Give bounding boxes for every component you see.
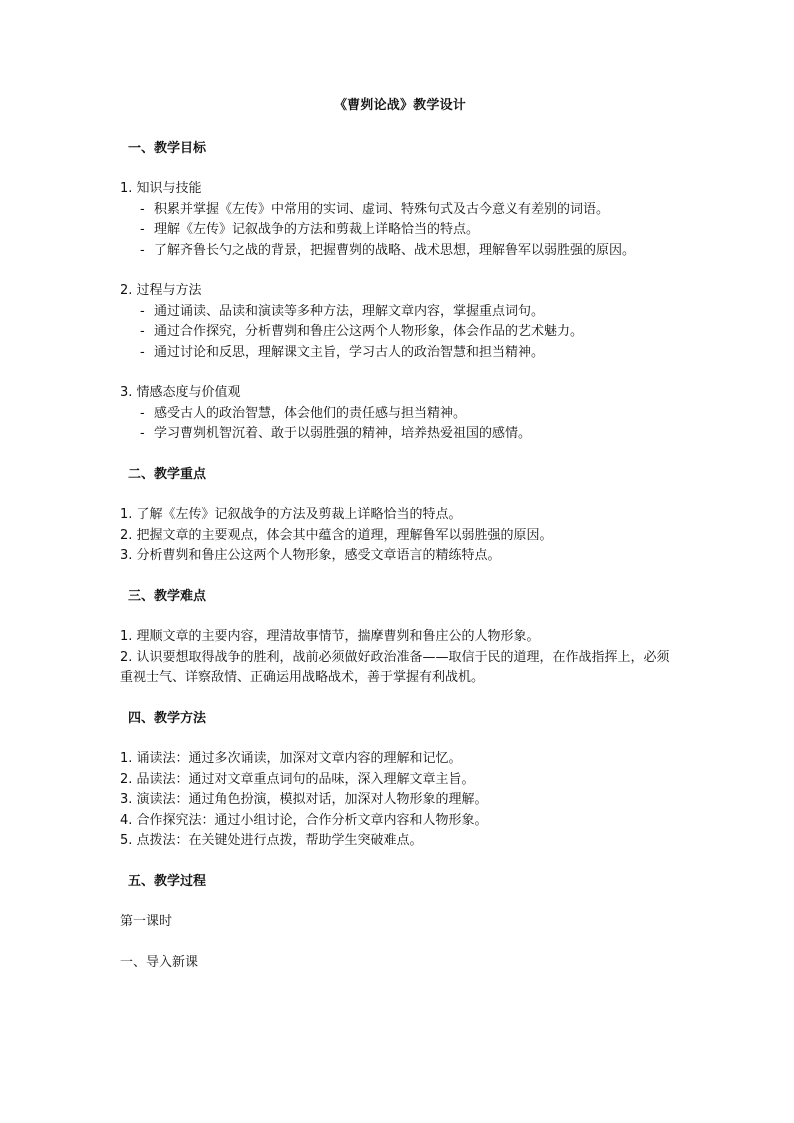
goal-process-methods	[120, 281, 680, 363]
list-item: 1. 理顺文章的主要内容，理清故事情节，揣摩曹刿和鲁庄公的人物形象。	[120, 629, 540, 644]
difficulties-list	[120, 627, 680, 689]
dash-mark: -	[140, 242, 145, 258]
bullet-item	[120, 424, 680, 445]
bullet-text: 学习曹刿机智沉着、敢于以弱胜强的精神，培养热爱祖国的感情。	[154, 426, 532, 441]
list-item: 4. 合作探究法：通过小组讨论，合作分析文章内容和人物形象。	[120, 812, 488, 828]
document-body	[120, 96, 680, 993]
bullet-item	[120, 200, 680, 221]
dash-mark: -	[140, 222, 145, 237]
section-heading-methods: 四、教学方法	[128, 710, 207, 726]
bullet-item	[120, 302, 680, 323]
goal-attitude-values	[120, 383, 680, 445]
list-item: 2. 认识要想取得战争的胜利，战前必须做好政治准备——取信于民的道理，在作战指挥上，必须重视士气、详察敌情、正确运用战略战术，善于掌握有利战机。	[120, 649, 670, 685]
bullet-text: 了解齐鲁长勺之战的背景，把握曹刿的战略、战术思想，理解鲁军以弱胜强的原因。	[154, 242, 636, 258]
goal-knowledge-skills	[120, 179, 680, 261]
methods-list	[120, 749, 680, 852]
list-item: 1. 了解《左传》记叙战争的方法及剪裁上详略恰当的特点。	[120, 507, 462, 522]
list-item: 1. 诵读法：通过多次诵读，加深对文章内容的理解和记忆。	[120, 751, 462, 766]
list-item: 2. 把握文章的主要观点，体会其中蕴含的道理，理解鲁军以弱胜强的原因。	[120, 527, 553, 543]
dash-mark: -	[140, 303, 145, 319]
bullet-item	[120, 322, 680, 343]
list-item: 2. 品读法：通过对文章重点词句的品味，深入理解文章主旨。	[120, 771, 475, 787]
bullet-text: 通过合作探究，分析曹刿和鲁庄公这两个人物形象，体会作品的艺术魅力。	[154, 324, 584, 339]
list-item: 3. 演读法：通过角色扮演，模拟对话，加深对人物形象的理解。	[120, 792, 488, 807]
page-title: 《曹刿论战》教学设计	[333, 98, 466, 113]
step-label: 一、导入新课	[120, 954, 199, 970]
dash-mark: -	[140, 324, 145, 339]
bullet-item	[120, 220, 680, 241]
bullet-item	[120, 241, 680, 262]
key-points-list	[120, 505, 680, 567]
bullet-text: 感受古人的政治智慧，体会他们的责任感与担当精神。	[154, 405, 467, 421]
bullet-item	[120, 343, 680, 364]
bullet-text: 积累并掌握《左传》中常用的实词、虚词、特殊句式及古今意义有差别的词语。	[154, 201, 610, 217]
list-item: 3. 分析曹刿和鲁庄公这两个人物形象，感受文章语言的精练特点。	[120, 548, 501, 563]
bullet-text: 理解《左传》记叙战争的方法和剪裁上详略恰当的特点。	[154, 222, 480, 237]
goal-title: 3. 情感态度与价值观	[120, 385, 241, 400]
goal-title: 1. 知识与技能	[120, 181, 202, 196]
dash-mark: -	[140, 405, 145, 421]
lesson-label: 第一课时	[120, 914, 173, 929]
bullet-text: 通过讨论和反思，理解课文主旨，学习古人的政治智慧和担当精神。	[154, 344, 545, 360]
goal-title: 2. 过程与方法	[120, 283, 202, 298]
bullet-text: 通过诵读、品读和演读等多种方法，理解文章内容，掌握重点词句。	[154, 303, 545, 319]
bullet-item	[120, 404, 680, 425]
dash-mark: -	[140, 201, 145, 217]
section-heading-difficulties: 三、教学难点	[128, 588, 207, 604]
section-heading-process: 五、教学过程	[128, 873, 207, 889]
dash-mark: -	[140, 344, 145, 360]
section-heading-key-points: 二、教学重点	[128, 466, 207, 482]
dash-mark: -	[140, 426, 145, 441]
list-item: 5. 点拨法：在关键处进行点拨，帮助学生突破难点。	[120, 833, 423, 848]
section-heading-objectives: 一、教学目标	[128, 140, 207, 156]
